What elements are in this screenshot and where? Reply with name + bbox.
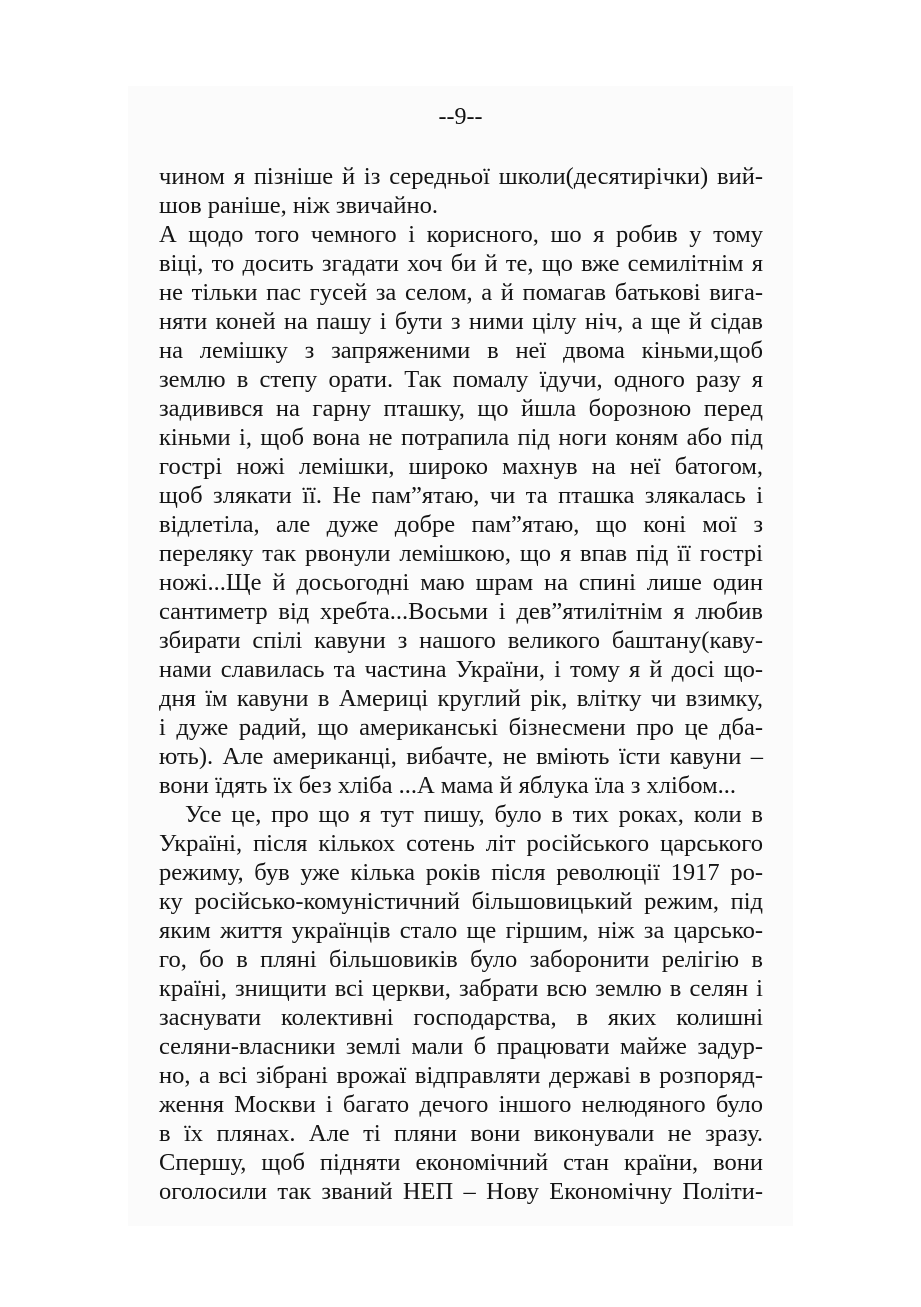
text-line: гострі ножі лемішки, широко махнув на неї батогом,: [159, 453, 763, 480]
text-line: нами славилась та частина України, і тому я й досі що-: [159, 656, 763, 683]
text-line: ку російсько-комуністичний більшовицький режим, під: [159, 888, 763, 915]
text-line: країні, знищити всі церкви, забрати всю землю в селян і: [159, 975, 763, 1002]
text-line: землю в степу орати. Так помалу їдучи, одного разу я: [159, 366, 763, 393]
text-line: Спершу, щоб підняти економічний стан країни, вони: [159, 1149, 763, 1176]
text-line: го, бо в пляні більшовиків було заборонити релігію в: [159, 946, 763, 973]
text-line: ножі...Ще й досьогодні маю шрам на спині лише один: [159, 569, 763, 596]
text-line: чином я пізніше й із середньої школи(десятирічки) вий-: [159, 163, 763, 190]
text-line: сантиметр від хребта...Восьми і дев”ятилітнім я любив: [159, 598, 763, 625]
text-line: задивився на гарну пташку, що йшла борозною перед: [159, 395, 763, 422]
text-line: ють). Але американці, вибачте, не вміють їсти кавуни –: [159, 743, 763, 770]
text-line: переляку так рвонули лемішкою, що я впав під її гострі: [159, 540, 763, 567]
text-line: няти коней на пашу і бути з ними цілу ніч, а ще й сідав: [159, 308, 763, 335]
body-text: [159, 162, 763, 1206]
text-line: відлетіла, але дуже добре пам”ятаю, що коні мої з: [159, 511, 763, 538]
text-line: ження Москви і багато дечого іншого нелюдяного було: [159, 1091, 763, 1118]
text-line: шов раніше, ніж звичайно.: [159, 192, 438, 219]
text-line: дня їм кавуни в Америці круглий рік, влітку чи взимку,: [159, 685, 763, 712]
text-line: А щодо того чемного і корисного, шо я робив у тому: [159, 221, 763, 248]
text-line: кіньми і, щоб вона не потрапила під ноги коням або під: [159, 424, 763, 451]
text-line: но, а всі зібрані врожаї відправляти державі в розпоряд-: [159, 1062, 763, 1089]
text-line: на лемішку з запряженими в неї двома кіньми,щоб: [159, 337, 763, 364]
text-line: не тільки пас гусей за селом, а й помагав батькові вига-: [159, 279, 763, 306]
text-line: Україні, після кількох сотень літ російського царського: [159, 830, 763, 857]
text-line: віці, то досить згадати хоч би й те, що вже семилітнім я: [159, 250, 763, 277]
text-line: і дуже радий, що американські бізнесмени про це дба-: [159, 714, 763, 741]
text-line: оголосили так званий НЕП – Нову Економічну Політи-: [159, 1178, 763, 1205]
text-line: вони їдять їх без хліба ...А мама й яблука їла з хлібом...: [159, 772, 736, 799]
text-line: збирати спілі кавуни з нашого великого баштану(каву-: [159, 627, 763, 654]
text-line: Усе це, про що я тут пишу, було в тих роках, коли в: [185, 801, 763, 828]
text-line: режиму, був уже кілька років після революції 1917 ро-: [159, 859, 763, 886]
text-line: селяни-власники землі мали б працювати майже задур-: [159, 1033, 763, 1060]
text-line: в їх плянах. Але ті пляни вони виконували не зразу.: [159, 1120, 763, 1147]
text-line: яким життя українців стало ще гіршим, ніж за царсько-: [159, 917, 763, 944]
page-number: --9--: [438, 104, 483, 130]
text-line: заснувати колективні господарства, в яких колишні: [159, 1004, 763, 1031]
text-line: щоб злякати її. Не пам”ятаю, чи та пташка злякалась і: [159, 482, 763, 509]
